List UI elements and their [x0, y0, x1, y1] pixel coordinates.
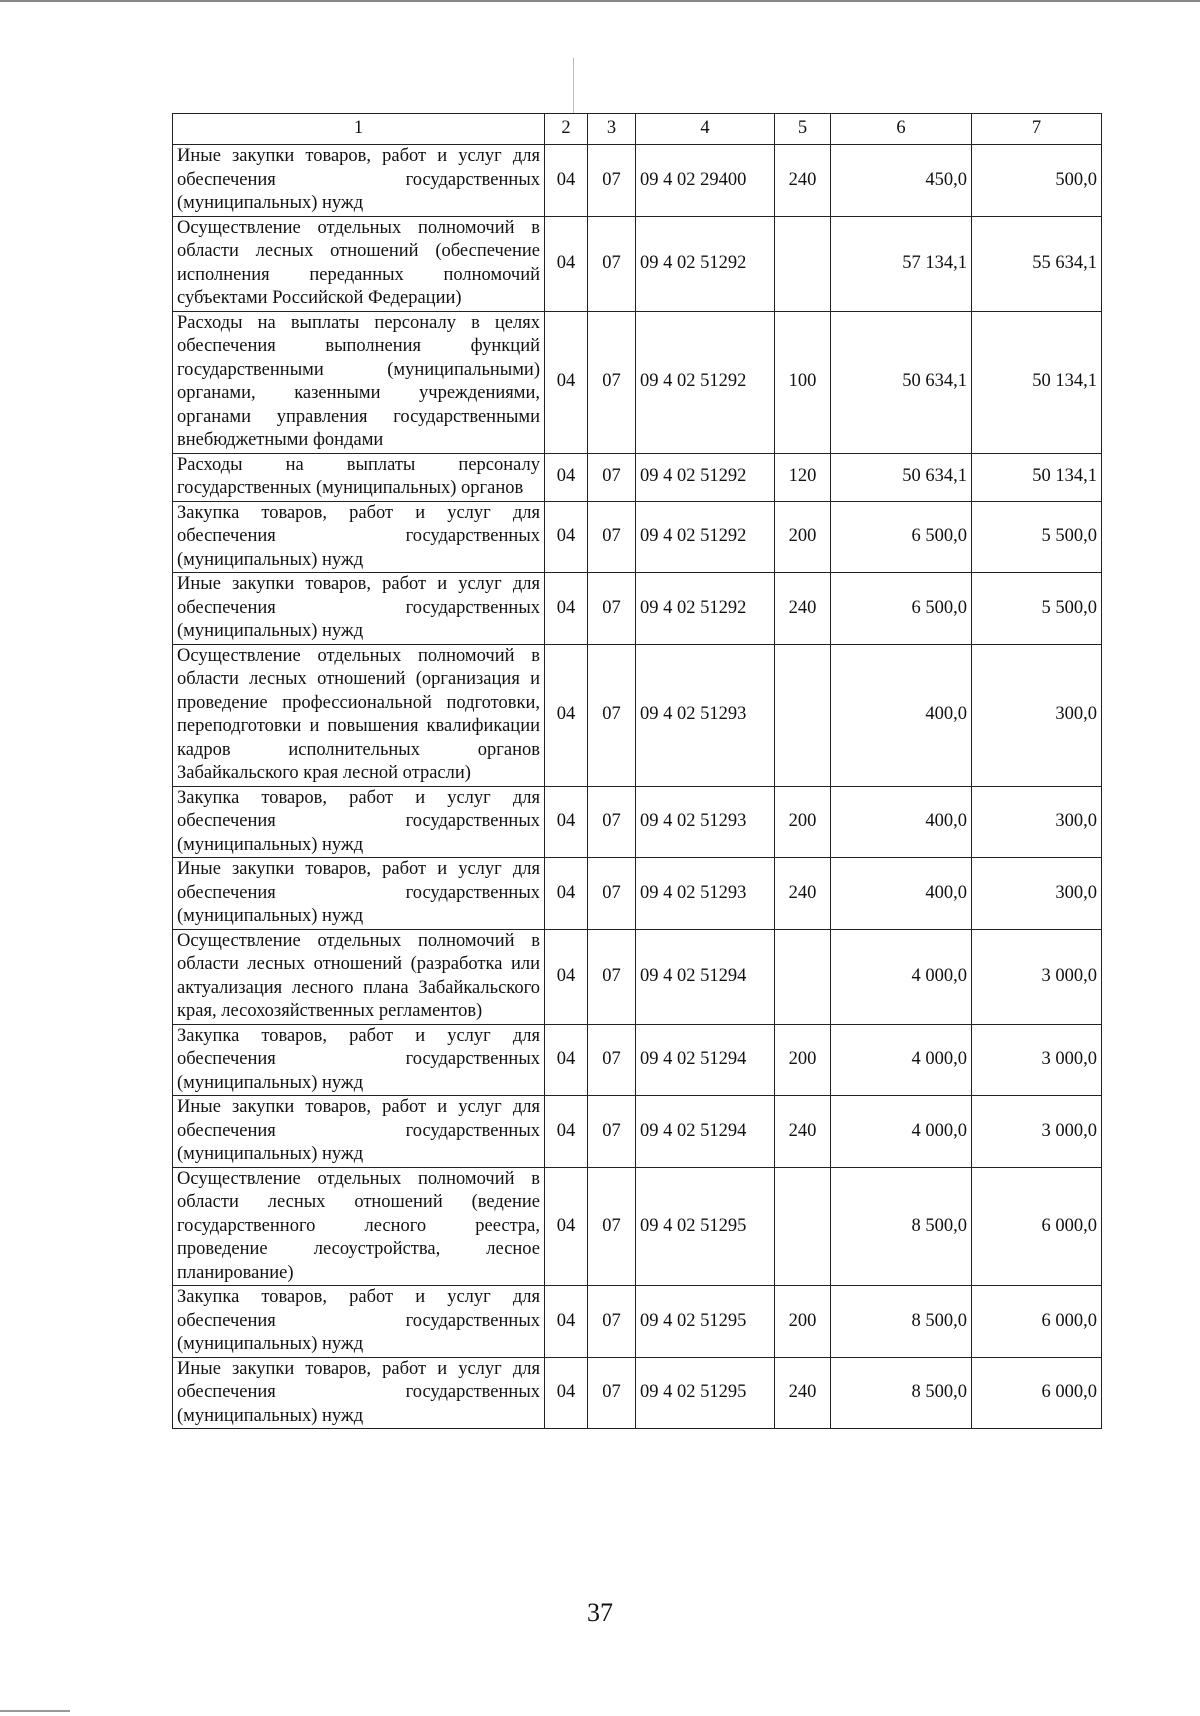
cell-target-code: 09 4 02 51293 — [636, 858, 775, 930]
cell-target-code: 09 4 02 51295 — [636, 1286, 775, 1358]
header-cell-7: 7 — [972, 114, 1102, 145]
cell-amount-col6: 4 000,0 — [831, 1096, 972, 1168]
cell-expense-type: 200 — [775, 501, 831, 573]
cell-amount-col6: 50 634,1 — [831, 453, 972, 501]
cell-section: 04 — [545, 573, 588, 645]
cell-expense-type — [775, 216, 831, 311]
cell-subsection: 07 — [588, 644, 636, 786]
cell-expense-type — [775, 1167, 831, 1286]
cell-section: 04 — [545, 1357, 588, 1429]
cell-amount-col6: 8 500,0 — [831, 1167, 972, 1286]
cell-subsection: 07 — [588, 145, 636, 217]
cell-name: Иные закупки товаров, работ и услуг для обеспечения государственных (муниципальных) нужд — [173, 145, 545, 217]
cell-target-code: 09 4 02 51292 — [636, 453, 775, 501]
cell-section: 04 — [545, 453, 588, 501]
cell-subsection: 07 — [588, 501, 636, 573]
cell-amount-col7: 5 500,0 — [972, 573, 1102, 645]
cell-amount-col7: 6 000,0 — [972, 1357, 1102, 1429]
table-row — [173, 929, 1102, 1024]
cell-target-code: 09 4 02 29400 — [636, 145, 775, 217]
cell-subsection: 07 — [588, 1357, 636, 1429]
table-row — [173, 1357, 1102, 1429]
cell-amount-col6: 400,0 — [831, 858, 972, 930]
table-row — [173, 501, 1102, 573]
cell-expense-type: 120 — [775, 453, 831, 501]
cell-amount-col6: 57 134,1 — [831, 216, 972, 311]
cell-expense-type: 240 — [775, 573, 831, 645]
cell-subsection: 07 — [588, 1024, 636, 1096]
cell-name: Закупка товаров, работ и услуг для обеспечения государственных (муниципальных) нужд — [173, 786, 545, 858]
cell-subsection: 07 — [588, 786, 636, 858]
header-cell-6: 6 — [831, 114, 972, 145]
cell-name: Расходы на выплаты персоналу государственных (муниципальных) органов — [173, 453, 545, 501]
cell-expense-type — [775, 644, 831, 786]
cell-target-code: 09 4 02 51293 — [636, 644, 775, 786]
cell-amount-col6: 8 500,0 — [831, 1357, 972, 1429]
cell-subsection: 07 — [588, 1167, 636, 1286]
cell-expense-type — [775, 929, 831, 1024]
table-row — [173, 453, 1102, 501]
table-row — [173, 1167, 1102, 1286]
cell-section: 04 — [545, 501, 588, 573]
cell-name: Иные закупки товаров, работ и услуг для обеспечения государственных (муниципальных) нужд — [173, 858, 545, 930]
cell-amount-col7: 50 134,1 — [972, 311, 1102, 453]
cell-expense-type: 100 — [775, 311, 831, 453]
table-row — [173, 1096, 1102, 1168]
table-row — [173, 644, 1102, 786]
cell-subsection: 07 — [588, 453, 636, 501]
bottom-scan-rule — [0, 1710, 70, 1712]
cell-name: Закупка товаров, работ и услуг для обеспечения государственных (муниципальных) нужд — [173, 501, 545, 573]
cell-expense-type: 240 — [775, 1357, 831, 1429]
cell-target-code: 09 4 02 51292 — [636, 501, 775, 573]
cell-name: Осуществление отдельных полномочий в области лесных отношений (разработка или актуализация лесного плана Забайкальского края, лесохозяйственных регламентов) — [173, 929, 545, 1024]
cell-section: 04 — [545, 644, 588, 786]
cell-amount-col7: 6 000,0 — [972, 1286, 1102, 1358]
cell-target-code: 09 4 02 51294 — [636, 929, 775, 1024]
cell-amount-col6: 50 634,1 — [831, 311, 972, 453]
cell-section: 04 — [545, 1096, 588, 1168]
cell-amount-col6: 450,0 — [831, 145, 972, 217]
cell-amount-col6: 4 000,0 — [831, 929, 972, 1024]
cell-section: 04 — [545, 311, 588, 453]
header-cell-2: 2 — [545, 114, 588, 145]
cell-name: Закупка товаров, работ и услуг для обеспечения государственных (муниципальных) нужд — [173, 1024, 545, 1096]
header-cell-4: 4 — [636, 114, 775, 145]
cell-section: 04 — [545, 786, 588, 858]
cell-expense-type: 240 — [775, 145, 831, 217]
cell-amount-col6: 400,0 — [831, 644, 972, 786]
cell-amount-col6: 8 500,0 — [831, 1286, 972, 1358]
cell-amount-col7: 6 000,0 — [972, 1167, 1102, 1286]
header-cell-5: 5 — [775, 114, 831, 145]
cell-amount-col7: 50 134,1 — [972, 453, 1102, 501]
cell-section: 04 — [545, 858, 588, 930]
cell-subsection: 07 — [588, 1096, 636, 1168]
cell-subsection: 07 — [588, 1286, 636, 1358]
header-cell-1: 1 — [173, 114, 545, 145]
budget-table — [172, 113, 1102, 1429]
cell-section: 04 — [545, 216, 588, 311]
cell-target-code: 09 4 02 51293 — [636, 786, 775, 858]
scan-mark — [573, 58, 574, 114]
cell-subsection: 07 — [588, 929, 636, 1024]
cell-amount-col6: 6 500,0 — [831, 501, 972, 573]
cell-amount-col7: 3 000,0 — [972, 1024, 1102, 1096]
cell-amount-col7: 3 000,0 — [972, 1096, 1102, 1168]
header-cell-3: 3 — [588, 114, 636, 145]
cell-section: 04 — [545, 1167, 588, 1286]
cell-amount-col6: 400,0 — [831, 786, 972, 858]
cell-name: Расходы на выплаты персоналу в целях обеспечения выполнения функций государственными (муниципальными) органами, казенными учреждениями, органами управления государственными внебюджетными фондами — [173, 311, 545, 453]
cell-amount-col7: 5 500,0 — [972, 501, 1102, 573]
cell-expense-type: 240 — [775, 1096, 831, 1168]
table-row — [173, 216, 1102, 311]
cell-amount-col6: 4 000,0 — [831, 1024, 972, 1096]
cell-amount-col7: 300,0 — [972, 858, 1102, 930]
top-scan-rule — [0, 0, 1200, 2]
cell-section: 04 — [545, 1024, 588, 1096]
table-body — [173, 114, 1102, 1429]
cell-target-code: 09 4 02 51292 — [636, 311, 775, 453]
table-row — [173, 858, 1102, 930]
cell-amount-col7: 300,0 — [972, 644, 1102, 786]
cell-name: Осуществление отдельных полномочий в области лесных отношений (обеспечение исполнения переданных полномочий субъектами Российской Федерации) — [173, 216, 545, 311]
cell-name: Иные закупки товаров, работ и услуг для обеспечения государственных (муниципальных) нужд — [173, 1357, 545, 1429]
cell-expense-type: 200 — [775, 1024, 831, 1096]
cell-name: Осуществление отдельных полномочий в области лесных отношений (ведение государственного лесного реестра, проведение лесоустройства, лесное планирование) — [173, 1167, 545, 1286]
cell-expense-type: 200 — [775, 786, 831, 858]
cell-target-code: 09 4 02 51292 — [636, 573, 775, 645]
cell-name: Иные закупки товаров, работ и услуг для обеспечения государственных (муниципальных) нужд — [173, 573, 545, 645]
cell-target-code: 09 4 02 51294 — [636, 1024, 775, 1096]
table-row — [173, 311, 1102, 453]
cell-target-code: 09 4 02 51295 — [636, 1357, 775, 1429]
cell-amount-col7: 500,0 — [972, 145, 1102, 217]
cell-target-code: 09 4 02 51292 — [636, 216, 775, 311]
cell-subsection: 07 — [588, 858, 636, 930]
cell-expense-type: 240 — [775, 858, 831, 930]
table-row — [173, 573, 1102, 645]
table-row — [173, 786, 1102, 858]
cell-name: Закупка товаров, работ и услуг для обеспечения государственных (муниципальных) нужд — [173, 1286, 545, 1358]
cell-section: 04 — [545, 145, 588, 217]
page-number: 37 — [587, 1598, 613, 1627]
cell-subsection: 07 — [588, 573, 636, 645]
cell-section: 04 — [545, 1286, 588, 1358]
table-header-row — [173, 114, 1102, 145]
cell-section: 04 — [545, 929, 588, 1024]
cell-name: Осуществление отдельных полномочий в области лесных отношений (организация и проведение профессиональной подготовки, переподготовки и повышения квалификации кадров исполнительных органов Забайкальского края лесной отрасли) — [173, 644, 545, 786]
cell-expense-type: 200 — [775, 1286, 831, 1358]
table-row — [173, 1024, 1102, 1096]
table-row — [173, 1286, 1102, 1358]
cell-target-code: 09 4 02 51295 — [636, 1167, 775, 1286]
cell-subsection: 07 — [588, 216, 636, 311]
cell-amount-col6: 6 500,0 — [831, 573, 972, 645]
cell-amount-col7: 55 634,1 — [972, 216, 1102, 311]
cell-subsection: 07 — [588, 311, 636, 453]
cell-amount-col7: 3 000,0 — [972, 929, 1102, 1024]
cell-name: Иные закупки товаров, работ и услуг для обеспечения государственных (муниципальных) нужд — [173, 1096, 545, 1168]
cell-amount-col7: 300,0 — [972, 786, 1102, 858]
table-row — [173, 145, 1102, 217]
cell-target-code: 09 4 02 51294 — [636, 1096, 775, 1168]
